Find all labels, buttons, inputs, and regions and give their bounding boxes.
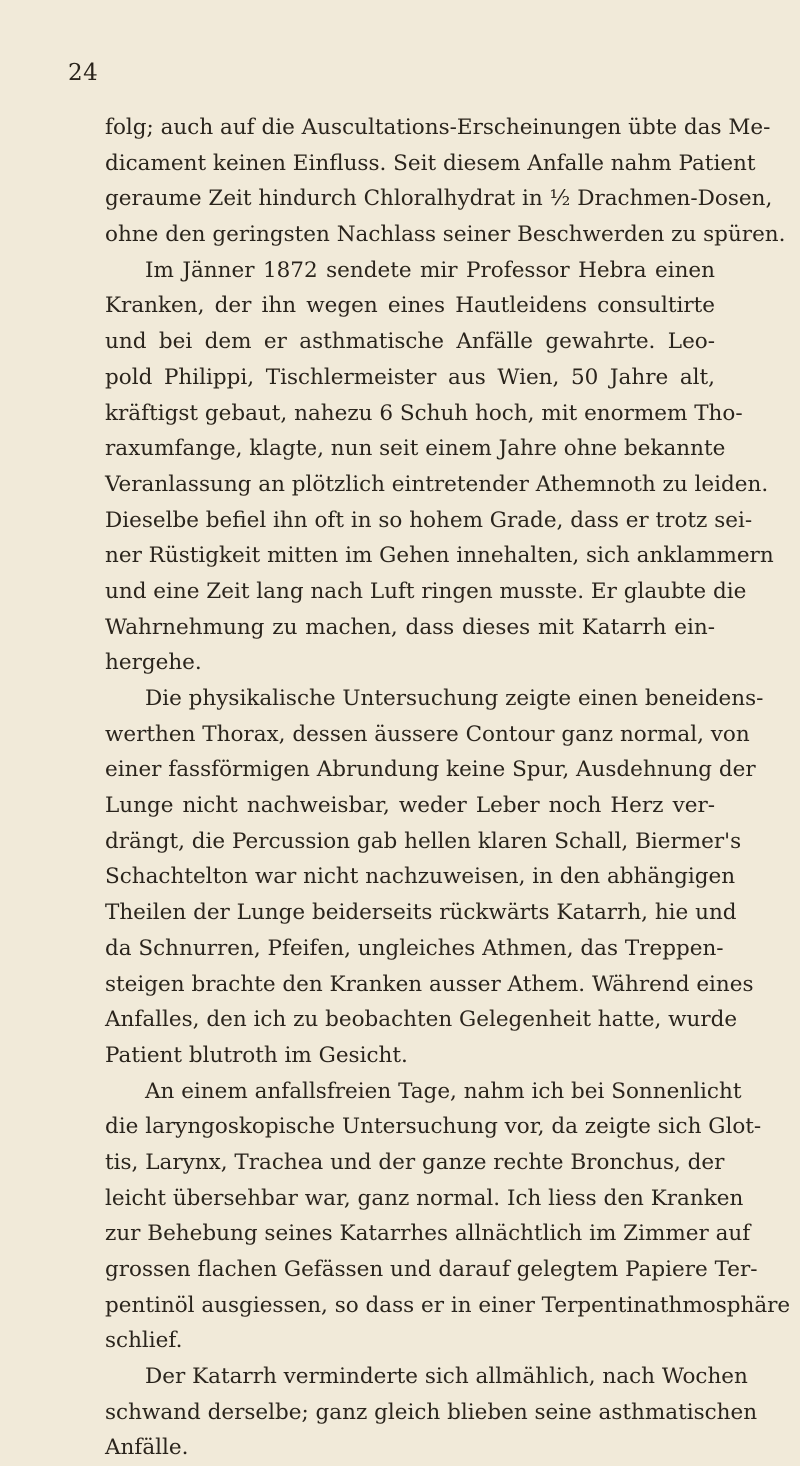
- body-text: [105, 110, 791, 1466]
- page-number: 24: [68, 60, 99, 86]
- text-line: geraume Zeit hindurch Chloralhydrat in ½ Drachmen-Dosen,: [105, 186, 773, 212]
- text-line: Patient blutroth im Gesicht.: [105, 1042, 408, 1068]
- text-line: leicht übersehbar war, ganz normal. Ich liess den Kranken: [105, 1185, 744, 1211]
- text-line: und bei dem er asthmatische Anfälle gewahrte. Leo-: [105, 329, 715, 355]
- text-line: Schachtelton war nicht nachzuweisen, in den abhängigen: [105, 864, 736, 890]
- text-line: Wahrnehmung zu machen, dass dieses mit Katarrh ein-: [105, 614, 715, 640]
- text-line: Dieselbe befiel ihn oft in so hohem Grade, dass er trotz sei-: [105, 507, 753, 533]
- text-line: folg; auch auf die Auscultations-Erscheinungen übte das Me-: [105, 115, 771, 140]
- text-line: schwand derselbe; ganz gleich blieben seine asthmatischen: [105, 1399, 758, 1425]
- text-line: zur Behebung seines Katarrhes allnächtlich im Zimmer auf: [105, 1221, 751, 1247]
- text-line: drängt, die Percussion gab hellen klaren Schall, Biermer's: [105, 828, 742, 854]
- text-line: Kranken, der ihn wegen eines Hautleidens consultirte: [105, 293, 715, 319]
- text-line: Anfälle.: [105, 1435, 189, 1461]
- text-line: steigen brachte den Kranken ausser Athem. Während eines: [105, 971, 754, 997]
- text-line: und eine Zeit lang nach Luft ringen musste. Er glaubte die: [105, 578, 747, 604]
- text-line: Die physikalische Untersuchung zeigte einen beneidens-: [145, 686, 764, 711]
- text-line: kräftigst gebaut, nahezu 6 Schuh hoch, mit enormem Tho-: [105, 400, 743, 426]
- text-line: die laryngoskopische Untersuchung vor, da zeigte sich Glot-: [105, 1114, 762, 1140]
- text-line: Theilen der Lunge beiderseits rückwärts Katarrh, hie und: [105, 900, 737, 926]
- text-line: dicament keinen Einfluss. Seit diesem Anfalle nahm Patient: [105, 150, 756, 176]
- text-line: grossen flachen Gefässen und darauf gelegtem Papiere Ter-: [105, 1257, 758, 1282]
- text-line: Lunge nicht nachweisbar, weder Leber noch Herz ver-: [105, 793, 715, 819]
- text-line: pold Philippi, Tischlermeister aus Wien, 50 Jahre alt,: [105, 364, 715, 390]
- text-line: da Schnurren, Pfeifen, ungleiches Athmen, das Treppen-: [105, 935, 724, 961]
- text-line: tis, Larynx, Trachea und der ganze rechte Bronchus, der: [105, 1149, 725, 1175]
- text-line: Anfalles, den ich zu beobachten Gelegenheit hatte, wurde: [105, 1007, 738, 1033]
- text-line: hergehe.: [105, 650, 202, 676]
- text-line: ohne den geringsten Nachlass seiner Beschwerden zu spüren.: [105, 222, 786, 248]
- text-line: raxumfange, klagte, nun seit einem Jahre ohne bekannte: [105, 436, 726, 462]
- text-line: werthen Thorax, dessen äussere Contour ganz normal, von: [105, 721, 750, 747]
- text-line: Der Katarrh verminderte sich allmählich, nach Wochen: [145, 1364, 748, 1390]
- text-line: pentinöl ausgiessen, so dass er in einer Terpentinathmosphäre: [105, 1292, 791, 1318]
- text-line: ner Rüstigkeit mitten im Gehen innehalten, sich anklammern: [105, 543, 774, 569]
- text-line: An einem anfallsfreien Tage, nahm ich bei Sonnenlicht: [145, 1078, 742, 1104]
- text-line: einer fassförmigen Abrundung keine Spur, Ausdehnung der: [105, 757, 756, 783]
- text-line: schlief.: [105, 1328, 183, 1354]
- text-line: Im Jänner 1872 sendete mir Professor Hebra einen: [145, 257, 715, 283]
- text-line: Veranlassung an plötzlich eintretender Athemnoth zu leiden.: [105, 471, 769, 497]
